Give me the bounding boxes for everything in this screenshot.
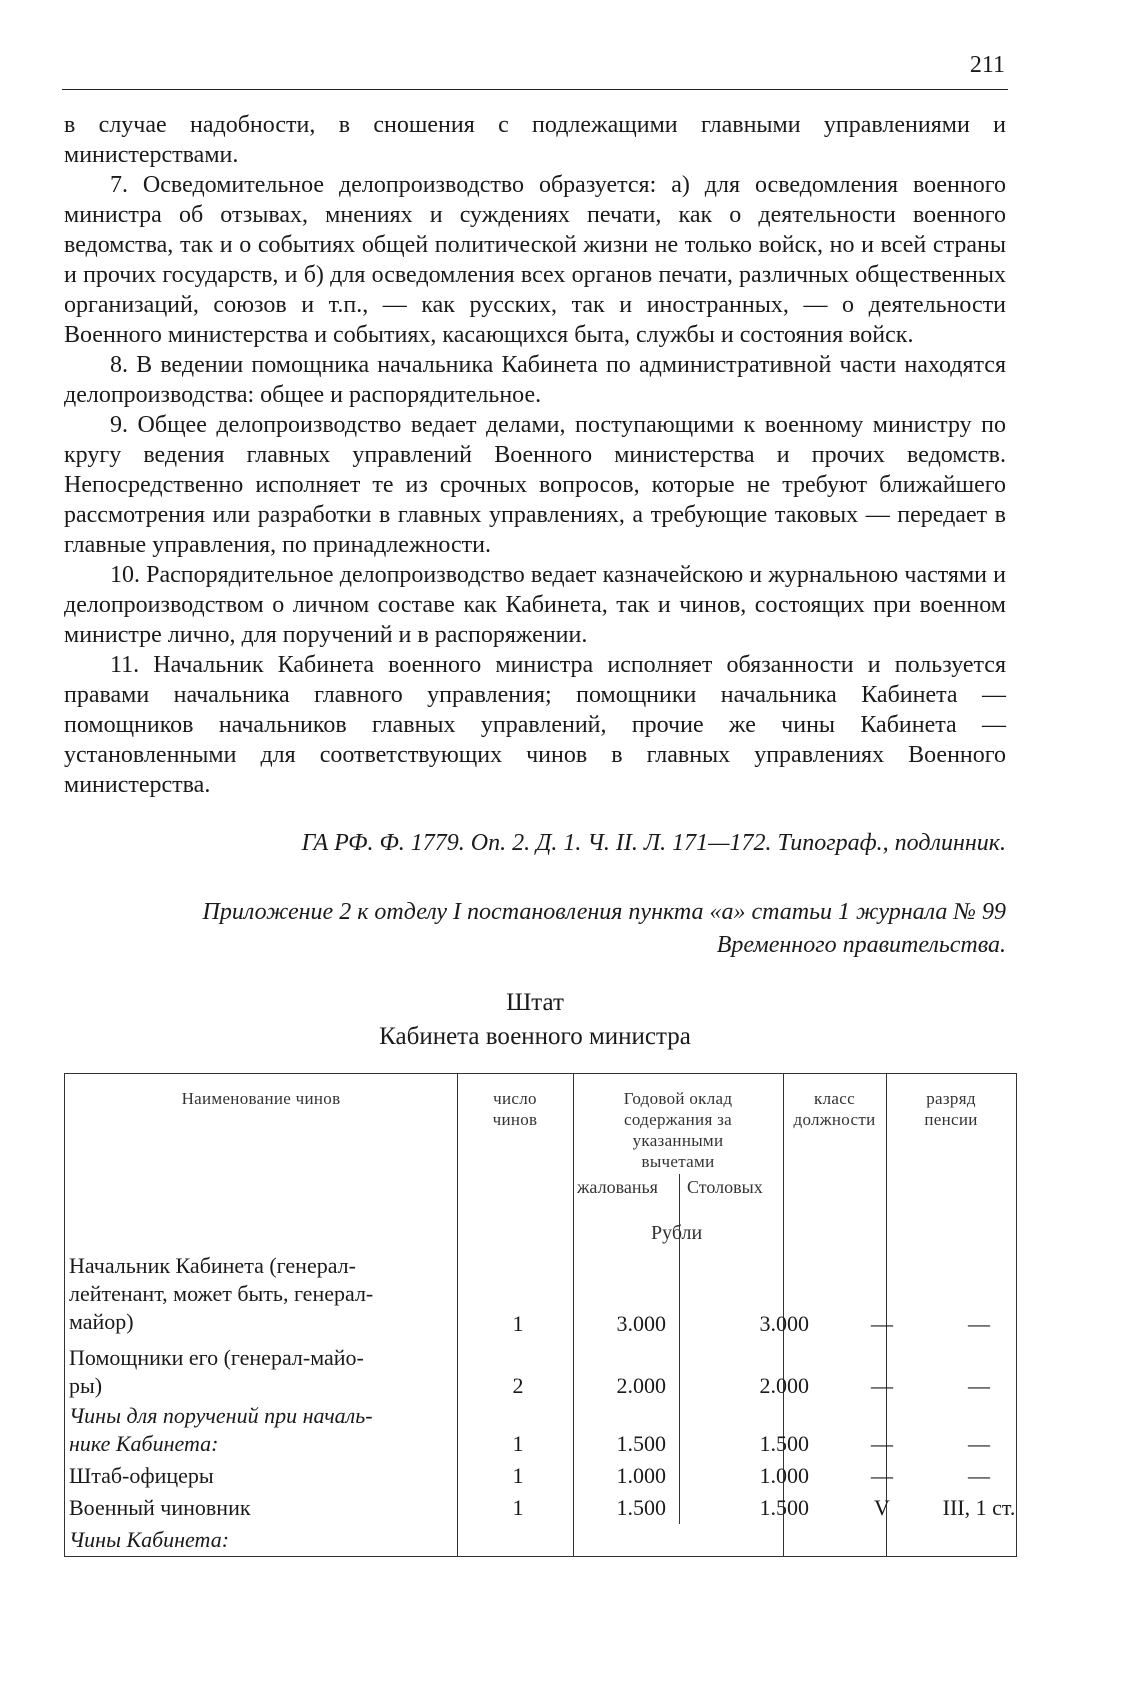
paragraph-11: 11. Начальник Кабинета военного министра исполняет обязанности и пользуется правами начальника главного управления; помощники начальника Кабинета — помощников начальников главных управлений, прочие же чины Кабинета — установленными для соответствующих чинов в главных управлениях Военного министерства. xyxy=(64,652,1006,798)
pension-category: — xyxy=(968,1463,990,1488)
header-name: Наименование чинов xyxy=(181,1089,341,1108)
paragraph-7: 7. Осведомительное делопроизводство образуется: а) для осведомления военного министра об отзывах, мнениях и суждениях печати, как о деятельности военного ведомства, так и о событиях общей политической жизни не только войск, но и всей страны и прочих государств, и б) для осведомления всех органов печати, различных общественных организаций, союзов и т.п., — как русских, так и иностранных, — о деятельности Военного министерства и событиях, касающихся быта, службы и состояния войск. xyxy=(64,172,1006,348)
table-row xyxy=(65,1462,1018,1492)
staff-title-block xyxy=(64,986,1006,1054)
pension-category: — xyxy=(968,1311,990,1336)
rank-name: Начальник Кабинета (генерал- лейтенант, может быть, генерал- майор) xyxy=(69,1253,374,1334)
table-money-value: 1.500 xyxy=(759,1495,809,1520)
staff-table xyxy=(64,1073,1017,1557)
currency-units: Рубли xyxy=(651,1222,703,1244)
position-class: — xyxy=(871,1463,893,1488)
paragraph-10: 10. Распорядительное делопроизводство ведает казначейскою и журнальною частями и делопроизводством о личном составе как Кабинета, так и чинов, состоящих при военном министре лично, для поручений и в распоряжении. xyxy=(64,562,1006,648)
appendix-line-1: Приложение 2 к отделу I постановления пункта «а» статьи 1 журнала № 99 xyxy=(202,899,1006,925)
position-class: — xyxy=(871,1431,893,1456)
rank-count: 1 xyxy=(512,1463,524,1488)
archive-source-note: ГА РФ. Ф. 1779. Оп. 2. Д. 1. Ч. II. Л. 171—172. Типограф., подлинник. xyxy=(301,830,1006,856)
appendix-line-2: Временного правительства. xyxy=(716,932,1006,958)
header-count: число чинов xyxy=(492,1089,538,1129)
rank-name: Чины для поручений при началь- нике Кабинета: xyxy=(69,1403,373,1456)
rank-name: Штаб-офицеры xyxy=(69,1463,214,1488)
header-salary-table: Столовых xyxy=(687,1177,763,1197)
table-row xyxy=(65,1494,1018,1524)
salary-value: 1.500 xyxy=(616,1431,666,1456)
rank-name: Чины Кабинета: xyxy=(69,1527,230,1552)
header-rule xyxy=(62,89,1008,90)
staff-title: Штат xyxy=(506,989,564,1016)
pension-category: — xyxy=(968,1431,990,1456)
header-pension: разряд пенсии xyxy=(924,1089,978,1129)
page-number: 211 xyxy=(969,52,1005,78)
position-class: — xyxy=(871,1373,893,1398)
paragraph-9: 9. Общее делопроизводство ведает делами, поступающими к военному министру по кругу ведения главных управлений Военного министерства и прочих ведомств. Непосредственно исполняет те из срочных вопросов, которые не требуют ближайшего рассмотрения или разработки в главных управлениях, а требующие таковых — передает в главные управления, по принадлежности. xyxy=(64,412,1006,558)
pension-category: III, 1 ст. xyxy=(942,1495,1016,1520)
table-row xyxy=(65,1344,1018,1404)
salary-value: 2.000 xyxy=(616,1373,666,1398)
appendix-heading xyxy=(64,896,1006,962)
pension-category: — xyxy=(968,1373,990,1398)
paragraph-continuation: в случае надобности, в сношения с подлежащими главными управлениями и министерствами. xyxy=(64,112,1006,168)
position-class: — xyxy=(871,1311,893,1336)
rank-name: Военный чиновник xyxy=(69,1495,251,1520)
table-money-value: 1.000 xyxy=(759,1463,809,1488)
position-class: V xyxy=(874,1495,890,1520)
table-row xyxy=(65,1526,1018,1556)
salary-value: 1.500 xyxy=(616,1495,666,1520)
header-salary-pay: жалованья xyxy=(577,1177,658,1197)
rank-count: 1 xyxy=(512,1495,524,1520)
table-money-value: 2.000 xyxy=(759,1373,809,1398)
rank-count: 1 xyxy=(512,1431,524,1456)
paragraph-8: 8. В ведении помощника начальника Кабинета по административной части находятся делопроизводства: общее и распорядительное. xyxy=(64,352,1006,408)
table-money-value: 3.000 xyxy=(759,1311,809,1336)
header-salary: Годовой оклад содержания за указанными вычетами xyxy=(623,1089,733,1171)
rank-name: Помощники его (генерал-майо- ры) xyxy=(69,1345,364,1398)
salary-value: 1.000 xyxy=(616,1463,666,1488)
table-row xyxy=(65,1402,1018,1462)
rank-count: 2 xyxy=(512,1373,524,1398)
rank-count: 1 xyxy=(512,1311,524,1336)
table-money-value: 1.500 xyxy=(759,1431,809,1456)
table-row xyxy=(65,1252,1018,1342)
staff-subtitle: Кабинета военного министра xyxy=(379,1023,691,1050)
body-text xyxy=(64,110,1006,800)
salary-value: 3.000 xyxy=(616,1311,666,1336)
header-class: класс должности xyxy=(793,1089,876,1129)
